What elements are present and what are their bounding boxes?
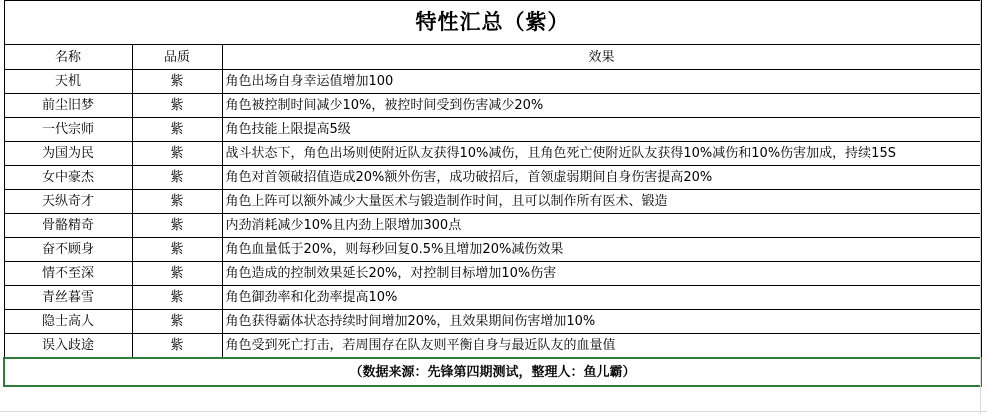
trait-quality-cell[interactable]: 紫	[132, 70, 222, 94]
trait-effect-cell[interactable]: 角色血量低于20%，则每秒回复0.5%且增加20%减伤效果	[222, 238, 981, 262]
trait-quality-cell[interactable]: 紫	[132, 118, 222, 142]
table-row	[4, 166, 981, 190]
footer-row	[4, 358, 981, 386]
trait-name-cell[interactable]: 青丝暮雪	[4, 286, 132, 310]
trait-name-cell[interactable]: 女中豪杰	[4, 166, 132, 190]
table-row	[4, 214, 981, 238]
trait-effect-cell[interactable]: 角色受到死亡打击，若周围存在队友则平衡自身与最近队友的血量值	[222, 334, 981, 359]
trait-quality-cell[interactable]: 紫	[132, 142, 222, 166]
trait-quality-cell[interactable]: 紫	[132, 166, 222, 190]
trait-quality-cell[interactable]: 紫	[132, 310, 222, 334]
sheet-title[interactable]: 特性汇总（紫）	[4, 1, 981, 45]
column-header-name[interactable]: 名称	[4, 45, 132, 70]
header-row	[4, 45, 981, 70]
table-row	[4, 262, 981, 286]
trait-name-cell[interactable]: 天纵奇才	[4, 190, 132, 214]
table-row	[4, 70, 981, 94]
trait-quality-cell[interactable]: 紫	[132, 94, 222, 118]
trait-quality-cell[interactable]: 紫	[132, 214, 222, 238]
trait-summary-table	[3, 0, 982, 387]
trait-name-cell[interactable]: 隐士高人	[4, 310, 132, 334]
trait-effect-cell[interactable]: 角色技能上限提高5级	[222, 118, 981, 142]
column-header-quality[interactable]: 品质	[132, 45, 222, 70]
trait-quality-cell[interactable]: 紫	[132, 334, 222, 359]
table-row	[4, 238, 981, 262]
trait-effect-cell[interactable]: 角色被控制时间减少10%，被控时间受到伤害减少20%	[222, 94, 981, 118]
trait-effect-cell[interactable]: 角色御劲率和化劲率提高10%	[222, 286, 981, 310]
trait-effect-cell[interactable]: 角色对首领破招值造成20%额外伤害，成功破招后，首领虚弱期间自身伤害提高20%	[222, 166, 981, 190]
table-row	[4, 286, 981, 310]
trait-quality-cell[interactable]: 紫	[132, 286, 222, 310]
table-row	[4, 94, 981, 118]
trait-quality-cell[interactable]: 紫	[132, 238, 222, 262]
sheet-gridline-right	[980, 0, 981, 414]
trait-name-cell[interactable]: 奋不顾身	[4, 238, 132, 262]
trait-effect-cell[interactable]: 战斗状态下，角色出场则使附近队友获得10%减伤，且角色死亡使附近队友获得10%减伤和10%伤害加成，持续15S	[222, 142, 981, 166]
trait-name-cell[interactable]: 为国为民	[4, 142, 132, 166]
trait-name-cell[interactable]: 骨骼精奇	[4, 214, 132, 238]
trait-effect-cell[interactable]: 角色上阵可以额外减少大量医术与锻造制作时间，且可以制作所有医术、锻造	[222, 190, 981, 214]
trait-effect-cell[interactable]: 角色出场自身幸运值增加100	[222, 70, 981, 94]
trait-name-cell[interactable]: 一代宗师	[4, 118, 132, 142]
trait-name-cell[interactable]: 误入歧途	[4, 334, 132, 359]
trait-name-cell[interactable]: 前尘旧梦	[4, 94, 132, 118]
sheet-gridline-bottom	[0, 411, 987, 412]
table-row	[4, 334, 981, 359]
table-row	[4, 190, 981, 214]
trait-name-cell[interactable]: 天机	[4, 70, 132, 94]
data-source-note[interactable]: （数据来源：先锋第四期测试，整理人：鱼儿霸）	[4, 358, 981, 386]
trait-effect-cell[interactable]: 内劲消耗减少10%且内劲上限增加300点	[222, 214, 981, 238]
trait-name-cell[interactable]: 情不至深	[4, 262, 132, 286]
column-header-effect[interactable]: 效果	[222, 45, 981, 70]
trait-effect-cell[interactable]: 角色造成的控制效果延长20%，对控制目标增加10%伤害	[222, 262, 981, 286]
trait-quality-cell[interactable]: 紫	[132, 262, 222, 286]
trait-effect-cell[interactable]: 角色获得霸体状态持续时间增加20%，且效果期间伤害增加10%	[222, 310, 981, 334]
table-row	[4, 142, 981, 166]
title-row	[4, 1, 981, 45]
table-row	[4, 118, 981, 142]
trait-quality-cell[interactable]: 紫	[132, 190, 222, 214]
table-row	[4, 310, 981, 334]
